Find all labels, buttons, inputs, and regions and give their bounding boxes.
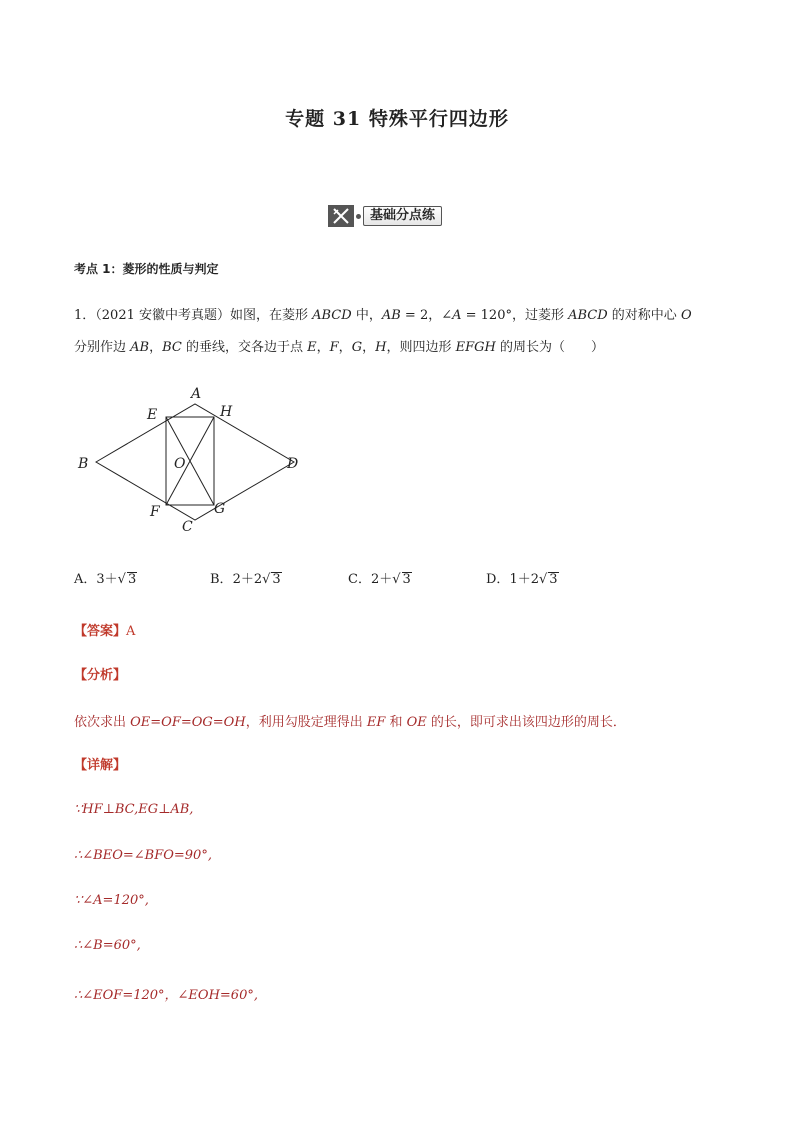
rhombus-figure <box>70 380 310 540</box>
analysis-text <box>74 711 626 730</box>
q-var: ABCD <box>312 308 352 323</box>
answer-label: 【答案】 <box>74 624 127 639</box>
q-text: 1．（2021 安徽中考真题）如图，在菱形 <box>74 308 313 323</box>
label-f: F <box>150 504 160 520</box>
detail-step-1: ∵HF⊥BC,EG⊥AB, <box>74 802 194 817</box>
q-text: 的垂线，交各边于点 <box>181 340 308 355</box>
topic-heading: 考点 1：菱形的性质与判定 <box>74 262 219 276</box>
badge-dot <box>356 214 361 219</box>
option-letter: D． <box>486 572 510 587</box>
label-h: H <box>220 404 233 420</box>
q-var: AB <box>130 340 150 355</box>
analysis-part: 的长，即可求出该四边形的周长． <box>426 715 626 730</box>
q-text: 的对称中心 <box>607 308 681 323</box>
detail-step-4: ∴∠B=60°, <box>74 938 141 953</box>
option-a[interactable]: A．3＋√ 3 <box>74 572 137 587</box>
option-expr: 1＋2 <box>509 572 539 587</box>
option-letter: A． <box>74 572 97 587</box>
detail-step-5: ∴∠EOF=120°，∠EOH=60°, <box>74 988 258 1003</box>
option-expr: 3＋ <box>96 572 118 587</box>
q-text: ，则四边形 <box>386 340 456 355</box>
label-e: E <box>147 407 158 423</box>
q-text: ， <box>338 340 352 355</box>
q-var: ABCD <box>568 308 608 323</box>
badge-label: 基础分点练 <box>363 206 442 226</box>
analysis-var: EF <box>366 715 386 730</box>
answer-row <box>74 620 135 639</box>
label-g: G <box>214 501 226 517</box>
label-o: O <box>174 456 186 472</box>
q-var: H <box>375 340 387 355</box>
q-text: 分别作边 <box>74 340 131 355</box>
q-var: A <box>452 308 462 323</box>
option-letter: B． <box>210 572 233 587</box>
analysis-var: OE <box>406 715 427 730</box>
q-var: EFGH <box>455 340 496 355</box>
label-c: C <box>182 519 193 535</box>
option-radicand: 3 <box>127 572 137 587</box>
label-a: A <box>191 386 202 402</box>
option-letter: C． <box>348 572 371 587</box>
rhombus-abcd <box>96 404 294 520</box>
option-radicand: 3 <box>402 572 411 587</box>
analysis-label: 【分析】 <box>74 668 127 683</box>
q-text: 中， <box>351 308 382 323</box>
analysis-part: ，利用勾股定理得出 <box>245 715 367 730</box>
label-b: B <box>78 456 89 472</box>
q-var: E <box>307 340 317 355</box>
q-text: = 2，∠ <box>400 308 453 323</box>
question-line-2 <box>74 336 604 355</box>
q-text: ， <box>362 340 376 355</box>
crossed-swords-icon <box>328 205 354 227</box>
page-title: 专题 31 特殊平行四边形 <box>285 108 509 130</box>
option-d[interactable]: D．1＋2√ 3 <box>486 572 558 587</box>
question-line-1 <box>74 304 692 323</box>
q-text: ， <box>316 340 330 355</box>
section-badge <box>328 205 442 227</box>
analysis-var: OE=OF=OG=OH <box>130 715 246 730</box>
answer-value: A <box>126 624 136 639</box>
q-var: G <box>351 340 363 355</box>
option-radicand: 3 <box>272 572 281 587</box>
detail-label: 【详解】 <box>74 758 127 773</box>
q-text: 的周长为（ ） <box>495 340 604 355</box>
q-text: = 120°，过菱形 <box>461 308 569 323</box>
option-radicand: 3 <box>549 572 558 587</box>
option-b[interactable]: B．2＋2√ 3 <box>210 572 281 587</box>
label-d: D <box>287 456 299 472</box>
analysis-part: 依次求出 <box>74 715 131 730</box>
detail-step-2: ∴∠BEO=∠BFO=90°, <box>74 848 212 863</box>
detail-step-3: ∵∠A=120°, <box>74 893 149 908</box>
option-expr: 2＋ <box>370 572 393 587</box>
q-var: AB <box>381 308 401 323</box>
analysis-part: 和 <box>385 715 407 730</box>
q-var: O <box>680 308 692 323</box>
option-expr: 2＋2 <box>232 572 263 587</box>
q-var: F <box>329 340 339 355</box>
option-c[interactable]: C．2＋√ 3 <box>348 572 411 587</box>
q-var: BC <box>162 340 182 355</box>
q-text: ， <box>149 340 163 355</box>
